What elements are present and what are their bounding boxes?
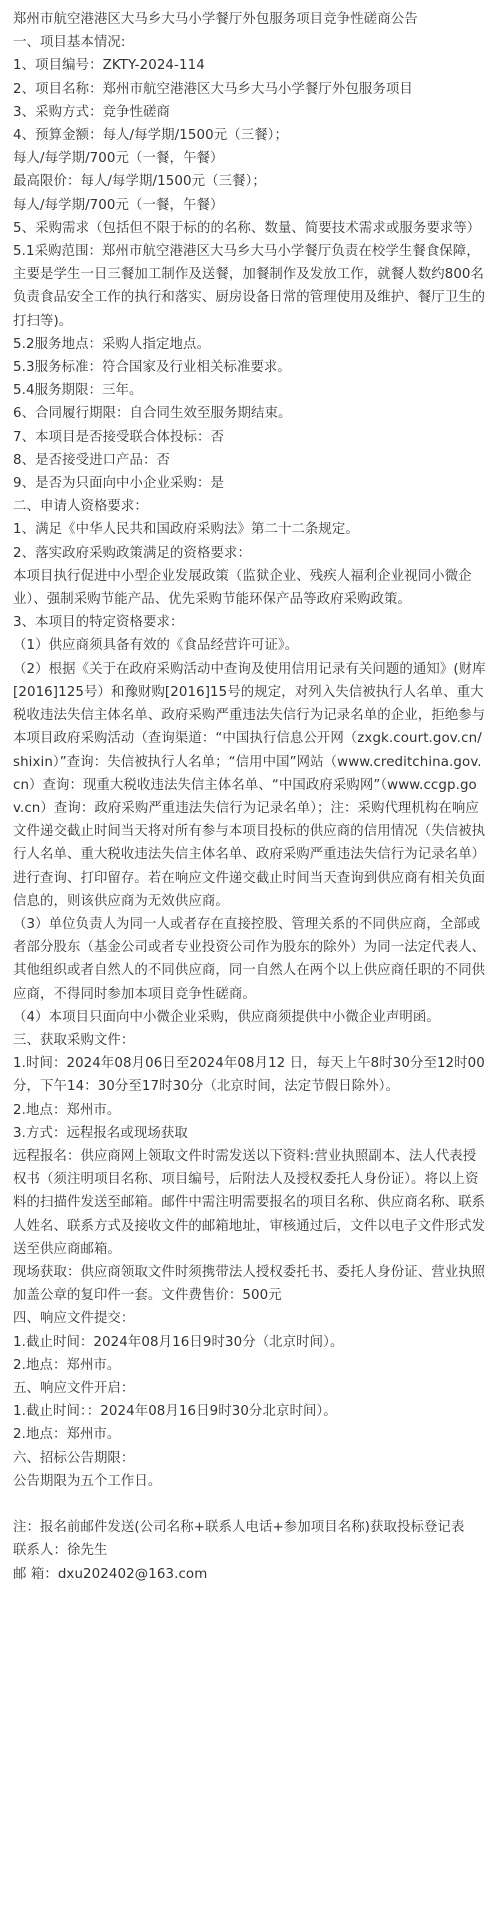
document-line: 1.时间：2024年08月06日至2024年08月12 日，每天上午8时30分至12时00分，下午14：30分至17时30分（北京时间，法定节假日除外）。 <box>13 1056 485 1095</box>
document-line: 2.地点：郑州市。 <box>13 1357 121 1373</box>
document-line: 二、申请人资格要求： <box>13 499 148 515</box>
document-line: 2、落实政府采购政策满足的资格要求： <box>13 545 251 561</box>
document-line: （2）根据《关于在政府采购活动中查询及使用信用记录有关问题的通知》(财库[2016]125号）和豫财购[2016]15号的规定，对列入失信被执行人名单、重大税收违法失信主体名单、政府采购严重违法失信行为记录名单的企业，拒绝参与本项目政府采购活动（查询渠道：“中国执行信息公开网（zxgk.court.gov.cn/shixin）”查询：失信被执行人名单；“信用中国”网站（www.creditchina.gov.cn）查询：现重大税收违法失信主体名单、“中国政府采购网”（www.ccgp.gov.cn）查询：政府采购严重违法失信行为记录名单）；注：采购代理机构在响应文件递交截止时间当天将对所有参与本项目投标的供应商的信用情况（失信被执行人名单、重大税收违法失信主体名单、政府采购严重违法失信行为记录名单）进行查询、打印留存。若在响应文件递交截止时间当天查询到供应商有相关负面信息的，则该供应商为无效供应商。 <box>13 661 486 909</box>
document-line: 公告期限为五个工作日。 <box>13 1473 162 1489</box>
document-line: 现场获取：供应商领取文件时须携带法人授权委托书、委托人身份证、营业执照加盖公章的复印件一套。文件费售价：500元 <box>13 1264 486 1304</box>
document-line: 四、响应文件提交： <box>13 1311 135 1327</box>
document-line: 最高限价：每人/每学期/1500元（三餐）； <box>13 174 266 190</box>
document-line <box>13 1493 487 1516</box>
document-line: 邮 箱：dxu202402@163.com <box>13 1566 208 1582</box>
document-line: 5.2服务地点：采购人指定地点。 <box>13 336 210 352</box>
document-line: 7、本项目是否接受联合体投标：否 <box>13 429 224 445</box>
document-line: 五、响应文件开启： <box>13 1380 135 1396</box>
document-line: 1.截止时间：：2024年08月16日9时30分北京时间）。 <box>13 1404 337 1420</box>
document-line: 9、是否为只面向中小企业采购：是 <box>13 476 224 492</box>
document-line: （3）单位负责人为同一人或者存在直接控股、管理关系的不同供应商，全部或者部分股东（基金公司或者专业投资公司作为股东的除外）为同一法定代表人、其他组织或者自然人的不同供应商，同一自然人在两个以上供应商任职的不同供应商，不得同时参加本项目竞争性磋商。 <box>13 916 486 1002</box>
document-line: 8、是否接受进口产品：否 <box>13 452 171 468</box>
document-line: 3、本项目的特定资格要求： <box>13 615 184 631</box>
document-line: 5、采购需求（包括但不限于标的的名称、数量、简要技术需求或服务要求等） <box>13 220 481 236</box>
document-line: 每人/每学期/700元（一餐，午餐） <box>13 197 224 213</box>
document-line: 六、招标公告期限： <box>13 1450 135 1466</box>
document-line: 5.4服务期限：三年。 <box>13 383 143 399</box>
document-line: 本项目执行促进中小型企业发展政策（监狱企业、残疾人福利企业视同小微企业）、强制采购节能产品、优先采购节能环保产品等政府采购政策。 <box>13 568 472 608</box>
document-line: 1、项目编号：ZKTY-2024-114 <box>13 58 205 74</box>
document-line: 3、采购方式：竞争性磋商 <box>13 104 171 120</box>
document-line: 远程报名：供应商网上领取文件时需发送以下资料:营业执照副本、法人代表授权书（须注明项目名称、项目编号，后附法人及授权委托人身份证）。将以上资料的扫描件发送至邮箱。邮件中需注明需要报名的项目名称、供应商名称、联系人姓名、联系方式及接收文件的邮箱地址，审核通过后，文件以电子文件形式发送至供应商邮箱。 <box>13 1148 486 1257</box>
document-line: 6、合同履行期限：自合同生效至服务期结束。 <box>13 406 292 422</box>
document-line: 注：报名前邮件发送(公司名称+联系人电话+参加项目名称)获取投标登记表 <box>13 1520 465 1536</box>
document-line: 1、满足《中华人民共和国政府采购法》第二十二条规定。 <box>13 522 359 538</box>
document-line: 1.截止时间：2024年08月16日9时30分（北京时间）。 <box>13 1334 344 1350</box>
document-line: 2.地点：郑州市。 <box>13 1427 121 1443</box>
document-line: 5.1采购范围：郑州市航空港港区大马乡大马小学餐厅负责在校学生餐食保障，主要是学生一日三餐加工制作及送餐，加餐制作及发放工作，就餐人数约800名负责食品安全工作的执行和落实、厨房设备日常的管理使用及维护、餐厅卫生的打扫等)。 <box>13 244 486 329</box>
document-line: （1）供应商须具备有效的《食品经营许可证》。 <box>13 638 299 654</box>
document-line: 每人/每学期/700元（一餐，午餐） <box>13 151 224 167</box>
document-line: 5.3服务标准：符合国家及行业相关标准要求。 <box>13 360 291 376</box>
document-line: 4、预算金额：每人/每学期/1500元（三餐）； <box>13 128 288 144</box>
document-line: 三、获取采购文件： <box>13 1032 135 1048</box>
document-line: （4）本项目只面向中小微企业采购，供应商须提供中小微企业声明函。 <box>13 1009 440 1025</box>
document-line: 联系人：徐先生 <box>13 1543 108 1559</box>
document-line: 2、项目名称：郑州市航空港港区大马乡大马小学餐厅外包服务项目 <box>13 81 413 97</box>
document-line: 一、项目基本情况: <box>13 35 126 51</box>
document-line: 2.地点：郑州市。 <box>13 1102 121 1118</box>
document-line: 郑州市航空港港区大马乡大马小学餐厅外包服务项目竞争性磋商公告 <box>13 12 418 27</box>
document-line: 3.方式：远程报名或现场获取 <box>13 1125 188 1141</box>
